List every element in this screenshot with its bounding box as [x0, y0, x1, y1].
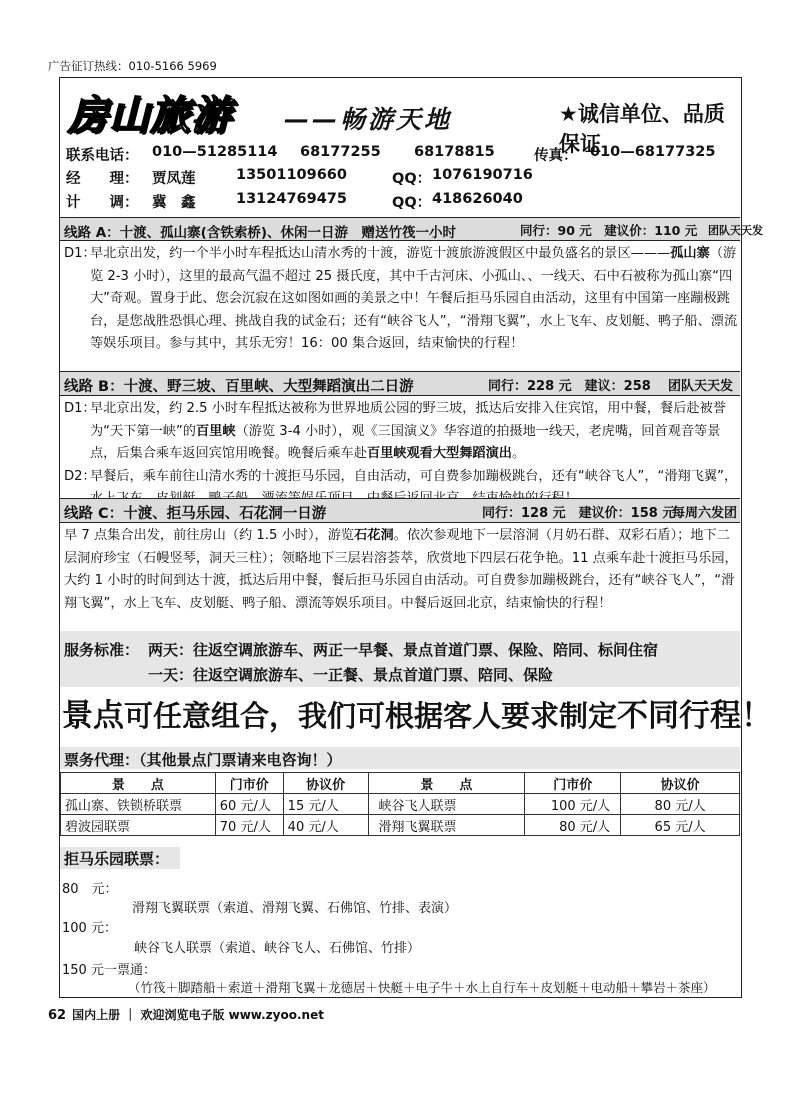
fax-number: 010—68177325	[590, 144, 716, 160]
route-c-header	[60, 498, 740, 523]
page-footer	[48, 1006, 324, 1023]
col-header: 门市价	[215, 773, 283, 794]
route-b-schedule: 团队天天发	[668, 379, 734, 394]
table-row	[61, 794, 740, 815]
route-b-d1-text-1: 早北京出发，约 2.5 小时车程抵达被称为世界地质公园的野三坡，抵达后安排入住宾馆，用中餐，餐后赴被誉为“天下第一峡”的	[90, 401, 726, 439]
phone-label: 联系电话：	[66, 148, 139, 164]
route-b-body	[64, 398, 742, 511]
route-b-d1-text-3: 。	[512, 446, 526, 461]
phone-1: 010—51285114	[152, 144, 278, 160]
phone-3: 68178815	[414, 144, 495, 160]
service-standards	[60, 631, 740, 687]
header	[64, 84, 740, 212]
park-tickets-title	[60, 847, 180, 869]
planner-qq-label: QQ：	[392, 195, 432, 211]
table-cell: 60 元/人	[215, 794, 283, 815]
route-c-price: 同行：128 元 建议价：158 元	[482, 506, 676, 521]
manager-qq-label: QQ：	[392, 171, 432, 187]
col-header: 门市价	[525, 773, 621, 794]
ticket-agency-title	[60, 747, 740, 769]
col-header: 协议价	[621, 773, 740, 794]
table-cell: 65 元/人	[621, 815, 740, 836]
park-100-items: 峡谷飞人联票（索道、峡谷飞人、石佛馆、竹排）	[134, 941, 421, 956]
park-100-label: 100 元：	[62, 921, 117, 936]
table-cell: 80 元/人	[525, 815, 621, 836]
manager-label: 经 理：	[66, 171, 139, 187]
route-a-header	[60, 217, 763, 241]
route-a-d1-label: D1：	[64, 246, 96, 261]
route-a-title: 线路 A：十渡、孤山寨(含铁索桥)、休闲一日游 赠送竹筏一小时	[64, 225, 456, 241]
ad-hotline: 广告征订热线：010-5166 5969	[48, 59, 217, 73]
route-b-title: 线路 B：十渡、野三坡、百里峡、大型舞蹈演出二日游	[64, 379, 414, 395]
route-b-highlight-1: 百里峡	[195, 423, 236, 439]
footer-text: 国内上册 ｜ 欢迎浏览电子版 www.zyoo.net	[72, 1008, 324, 1022]
table-cell: 70 元/人	[215, 815, 283, 836]
route-a-d1-text-2: （游览 2-3 小时），这里的最高气温不超过 25 摄氏度，其中千古河床、小孤山、、一线天、石中石被称为孤山寨“四大”奇观。置身于此、您会沉寂在这如图如画的美景之中！午餐后拒马乐园自由活动，这里有中国第一座蹦极跳台，是您战胜恐惧心理、挑战自我的试金石；还有“峡谷飞人”，“滑翔飞翼”，水上飞车、皮划艇、鸭子船、漂流等娱乐项目。参与其中，其乐无穷！16：00 集合返回，结束愉快的行程！	[90, 246, 738, 351]
manager-qq: 1076190716	[432, 167, 533, 183]
ticket-agency-label: 票务代理：（其他景点门票请来电咨询！）	[64, 751, 342, 769]
route-b-d2-label: D2：	[64, 468, 96, 484]
table-cell: 碧波园联票	[61, 815, 216, 836]
brand-logo: 房山旅游	[68, 93, 232, 139]
custom-itinerary-banner	[62, 690, 772, 735]
table-row	[61, 815, 740, 836]
route-b-price: 同行：228 元 建议：258	[488, 379, 651, 394]
table-cell: 80 元/人	[621, 794, 740, 815]
route-b-header	[60, 371, 740, 396]
service-two-day: 两天：往返空调旅游车、两正一早餐、景点首道门票、保险、陪同、标间住宿	[148, 641, 659, 659]
manager-phone: 13501109660	[236, 167, 347, 183]
route-c-body	[64, 525, 742, 615]
planner-name: 冀 鑫	[152, 195, 196, 211]
col-header: 景 点	[61, 773, 216, 794]
table-cell: 40 元/人	[283, 815, 368, 836]
route-a-schedule: 团队天天发	[708, 224, 763, 237]
phone-2: 68177255	[300, 144, 381, 160]
route-b-highlight-2: 百里峡观看大型舞蹈演出	[366, 446, 512, 461]
route-b-d2-text: 早餐后，乘车前往山清水秀的十渡拒马乐园，自由活动，可自费参加蹦极跳台，还有“峡谷飞人”，“滑翔飞翼”，	[90, 468, 738, 484]
table-cell: 100 元/人	[525, 794, 621, 815]
col-header: 景 点	[368, 773, 525, 794]
ticket-table-header	[61, 773, 740, 794]
table-cell: 滑翔飞翼联票	[368, 815, 525, 836]
route-c-text-2: 。依次参观地下一层溶洞（月奶石群、双彩石盾）；地下二层洞府珍宝（石幔竖琴，洞天三柱）；领略地下三层岩溶荟萃，欣赏地下四层石花争艳。11 点乘车赴十渡拒马乐园，大约 1 小时的时间到达十渡，抵达后用中餐，餐后拒马乐园自由活动。可自费参加蹦极跳台，还有“峡谷飞人”，“滑翔飞翼”，水上飞车、皮划艇、鸭子船、漂流等娱乐项目。中餐后返回北京，结束愉快的行程！	[64, 528, 738, 611]
planner-label: 计 调：	[66, 195, 139, 211]
park-tickets-label: 拒马乐园联票：	[64, 850, 170, 868]
service-label: 服务标准：	[64, 641, 140, 659]
route-a-price: 同行：90 元 建议价：110 元	[520, 223, 698, 238]
service-one-day: 一天：往返空调旅游车、一正餐、景点首道门票、陪同、保险	[148, 666, 554, 684]
route-b-d1-label: D1：	[64, 401, 96, 416]
route-c-schedule: 每周六发团	[672, 506, 738, 521]
banner-part-1: 景点	[62, 698, 124, 734]
park-80-items: 滑翔飞翼联票（索道、滑翔飞翼、石佛馆、竹排、表演）	[132, 901, 458, 916]
route-c-title: 线路 C：十渡、拒马乐园、石花洞一日游	[64, 506, 327, 522]
planner-qq: 418626040	[432, 191, 523, 207]
banner-part-3: 不同行程！	[617, 698, 773, 734]
park-150-items: （竹筏＋脚踏船＋索道＋滑翔飞翼＋龙德居＋快艇＋电子牛＋水上自行车＋皮划艇＋电动船＋攀岩＋茶座）	[128, 980, 716, 995]
park-150-label: 150 元一票通：	[62, 963, 156, 978]
slogan: ——畅游天地	[284, 105, 453, 134]
route-a-highlight: 孤山寨	[670, 246, 710, 261]
route-a-d1-text-1: 早北京出发，约一个半小时车程抵达山清水秀的十渡，游览十渡旅游渡假区中最负盛名的景区———	[90, 246, 671, 261]
table-cell: 孤山寨、铁锁桥联票	[61, 794, 216, 815]
route-c-highlight: 石花洞	[354, 528, 394, 543]
planner-phone: 13124769475	[236, 191, 347, 207]
page-number: 62	[48, 1008, 67, 1023]
banner-part-2: 可任意组合，我们可根据客人要求制定	[124, 699, 618, 733]
route-a-body	[64, 243, 742, 356]
fax-label: 传真：	[534, 148, 578, 164]
table-cell: 15 元/人	[283, 794, 368, 815]
ticket-table	[60, 772, 740, 836]
manager-name: 贾凤莲	[152, 171, 196, 187]
park-80-label: 80 元：	[62, 882, 118, 897]
route-c-text-1: 早 7 点集合出发，前往房山（约 1.5 小时），游览	[64, 528, 355, 543]
col-header: 协议价	[283, 773, 368, 794]
integrity-slogan: ★诚信单位、品质保证	[559, 102, 725, 156]
route-b-d1-text-2: （游览 3-4 小时），观《三国演义》华容道的拍摄地一线天，老虎嘴，回首观音等景点，后集合乘车返回宾馆用晚餐。晚餐后乘车赴	[90, 423, 721, 461]
table-cell: 峡谷飞人联票	[368, 794, 525, 815]
